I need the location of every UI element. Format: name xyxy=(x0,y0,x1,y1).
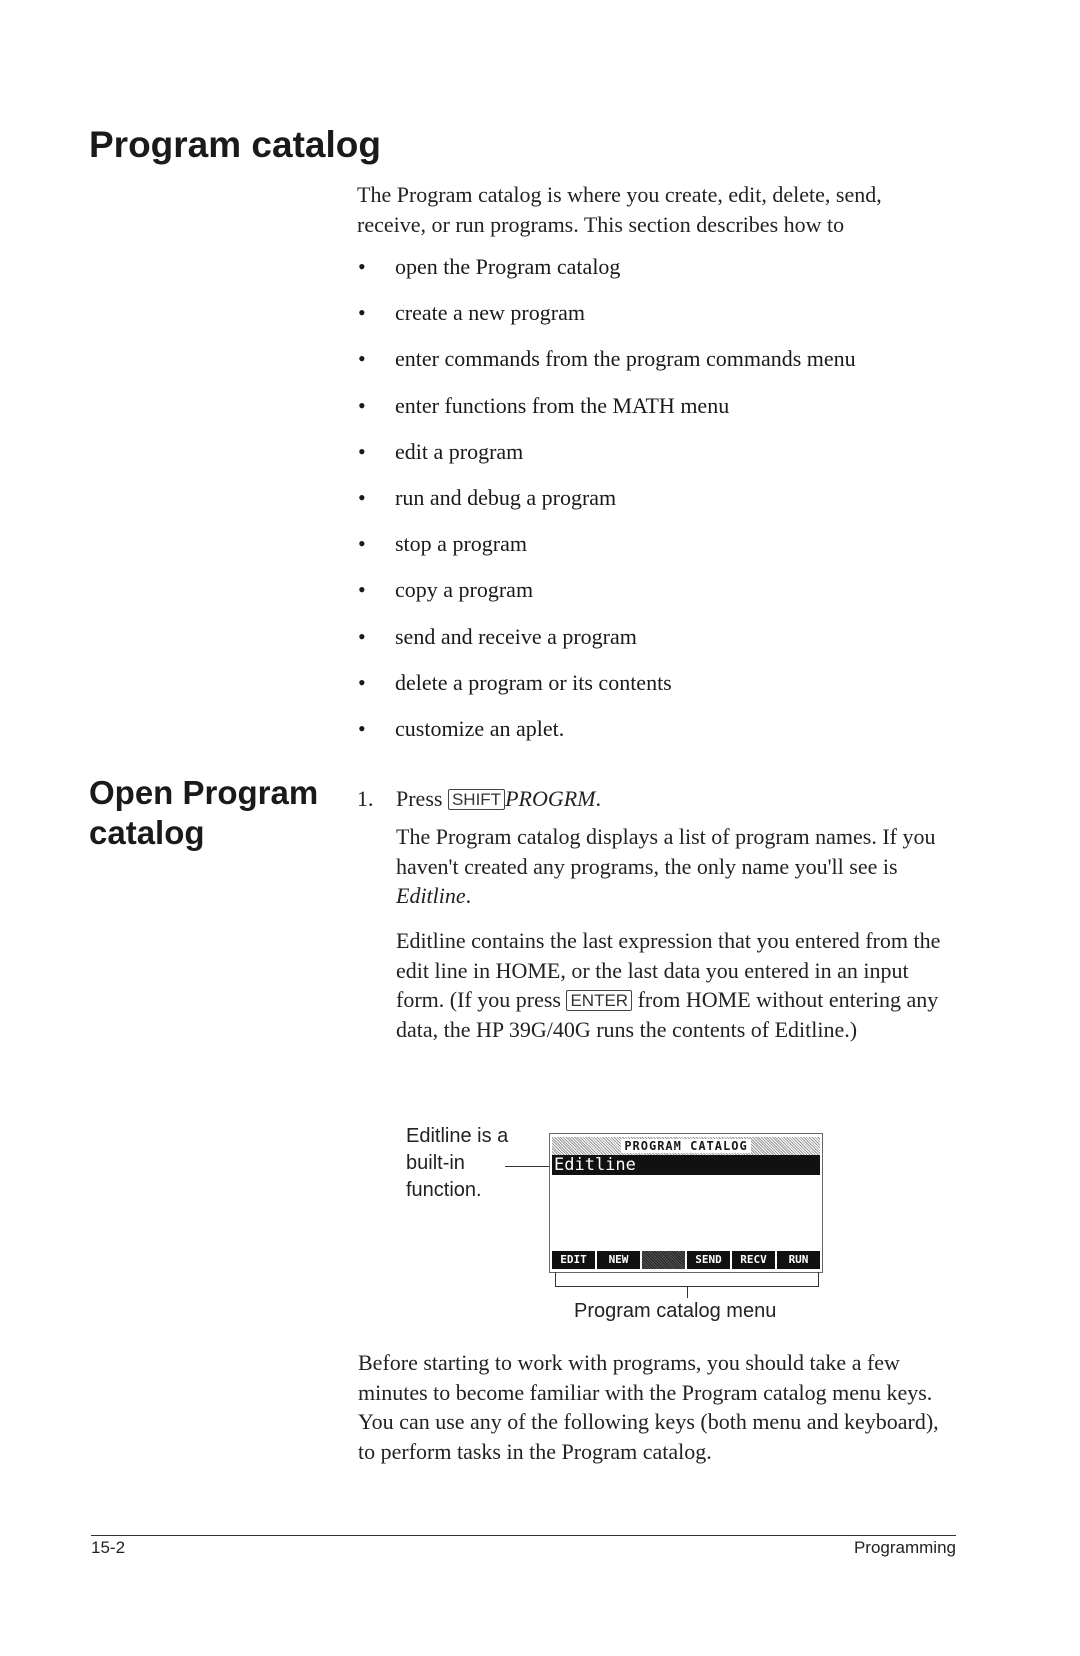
soft-menu-bar xyxy=(552,1251,820,1269)
list-item-text: customize an aplet. xyxy=(395,715,565,741)
list-item: • enter functions from the MATH menu xyxy=(358,392,730,418)
list-item: • copy a program xyxy=(358,577,534,603)
list-item: • open the Program catalog xyxy=(358,254,621,279)
catalog-description xyxy=(396,822,956,911)
page-title: Program catalog xyxy=(89,124,381,165)
list-item-text: enter functions from the MATH menu xyxy=(395,392,730,418)
list-item-text: stop a program xyxy=(395,531,527,557)
list-item: • send and receive a program xyxy=(358,623,637,649)
enter-key: ENTER xyxy=(566,990,632,1011)
menu-key-edit: EDIT xyxy=(552,1251,595,1269)
list-item-text: copy a program xyxy=(395,577,534,603)
bracket-left xyxy=(555,1272,556,1286)
bracket-right xyxy=(818,1272,819,1286)
list-item: • enter commands from the program commands menu xyxy=(358,346,856,372)
step-end: . xyxy=(595,786,601,811)
chapter-name: Programming xyxy=(853,1538,956,1557)
figure-callout: Editline is a built-in function. xyxy=(406,1125,509,1201)
selected-program-item: Editline xyxy=(552,1155,820,1175)
list-item-text: delete a program or its contents xyxy=(395,669,672,695)
menu-key-recv: RECV xyxy=(732,1251,775,1269)
shift-key: SHIFT xyxy=(448,789,505,810)
list-item: • create a new program xyxy=(358,300,585,326)
press-text: Press xyxy=(396,786,443,811)
para1-text: The Program catalog displays a list of program names. If you haven't created any programs, the only name you'll see is xyxy=(396,824,936,879)
calculator-screen xyxy=(549,1133,823,1273)
list-item-text: open the Program catalog xyxy=(395,254,621,279)
progrm-function: PROGRM xyxy=(505,786,596,811)
topic-list xyxy=(358,252,856,760)
list-item: • run and debug a program xyxy=(358,484,617,510)
menu-key-send: SEND xyxy=(687,1251,730,1269)
screen-title-bar xyxy=(552,1137,820,1155)
closing-paragraph: Before starting to work with programs, you should take a few minutes to become familiar with the Program catalog menu keys. You can use any of the following keys (both menu and keyboard), to perform tasks in the Program catalog. xyxy=(358,1350,939,1464)
editline-term: Editline xyxy=(396,883,466,908)
intro-paragraph: The Program catalog is where you create, edit, delete, send, receive, or run programs. This section describes how to xyxy=(357,182,882,237)
list-item: • edit a program xyxy=(358,438,524,464)
list-item: • customize an aplet. xyxy=(358,715,565,741)
callout-leader-line xyxy=(505,1166,549,1167)
list-item: • delete a program or its contents xyxy=(358,669,672,695)
page-number: 15-2 xyxy=(91,1538,126,1557)
list-item-text: edit a program xyxy=(395,438,524,464)
para1-end: . xyxy=(465,883,472,908)
para2-text: Editline contains the last expression that you entered from the edit line in HOME, or the last data you entered in an input form. (If you press xyxy=(396,928,941,1012)
list-item-text: send and receive a program xyxy=(395,623,637,649)
list-item-text: enter commands from the program commands menu xyxy=(395,346,856,372)
bracket-stem xyxy=(687,1286,688,1298)
list-item-text: create a new program xyxy=(395,300,585,326)
editline-description xyxy=(396,926,956,1044)
list-item-text: run and debug a program xyxy=(395,484,617,510)
step-instruction xyxy=(396,784,601,814)
section-heading: Open Program catalog xyxy=(89,774,319,851)
screen-title: PROGRAM CATALOG xyxy=(621,1139,750,1153)
figure-caption: Program catalog menu xyxy=(574,1300,777,1322)
menu-key-run: RUN xyxy=(777,1251,820,1269)
para2-end: from HOME without entering any data, the HP 39G/40G runs the contents of Editline.) xyxy=(396,987,939,1042)
list-item: • stop a program xyxy=(358,531,527,557)
menu-key-new: NEW xyxy=(597,1251,640,1269)
menu-key-blank xyxy=(642,1251,685,1269)
step-number: 1. xyxy=(357,786,374,811)
footer-rule xyxy=(91,1535,956,1536)
